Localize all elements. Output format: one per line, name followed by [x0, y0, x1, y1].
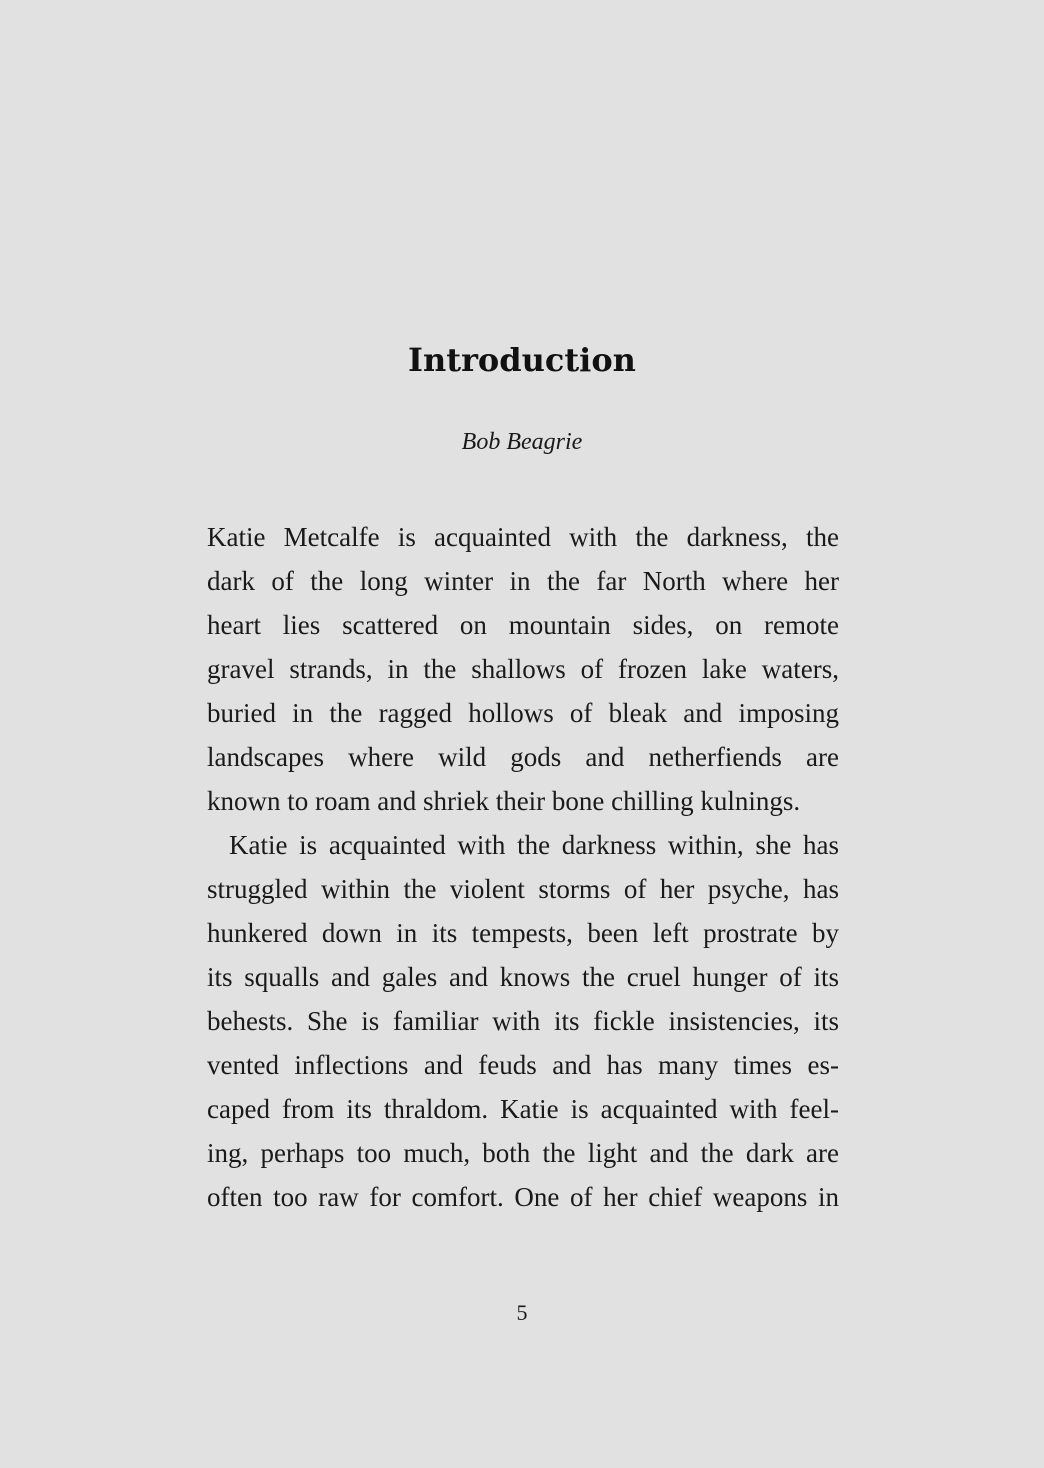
text-line: landscapes where wild gods and netherfiends are — [207, 742, 839, 772]
text-line: ing, perhaps too much, both the light and the dark are — [207, 1138, 839, 1168]
text-line: struggled within the violent storms of her psyche, has — [207, 874, 839, 904]
text-line: hunkered down in its tempests, been left prostrate by — [207, 918, 839, 948]
text-line: often too raw for comfort. One of her chief weapons in — [207, 1182, 839, 1212]
text-line: Katie Metcalfe is acquainted with the darkness, the — [207, 522, 839, 552]
text-line: caped from its thraldom. Katie is acquainted with feel- — [207, 1094, 839, 1124]
text-line: behests. She is familiar with its fickle insistencies, its — [207, 1006, 839, 1036]
text-line: heart lies scattered on mountain sides, on remote — [207, 610, 839, 640]
author-name: Bob Beagrie — [461, 429, 583, 455]
body-text — [207, 515, 839, 1219]
text-line: gravel strands, in the shallows of frozen lake waters, — [207, 654, 839, 684]
page-number: 5 — [516, 1300, 528, 1325]
text-line: buried in the ragged hollows of bleak and imposing — [207, 698, 839, 728]
text-line: known to roam and shriek their bone chilling kulnings. — [207, 786, 801, 816]
text-line: vented inflections and feuds and has many times es- — [207, 1050, 839, 1080]
text-line: Katie is acquainted with the darkness within, she has — [229, 830, 839, 860]
chapter-title: Introduction — [408, 341, 636, 379]
text-line: dark of the long winter in the far North where her — [207, 566, 839, 596]
text-line: its squalls and gales and knows the cruel hunger of its — [207, 962, 839, 992]
